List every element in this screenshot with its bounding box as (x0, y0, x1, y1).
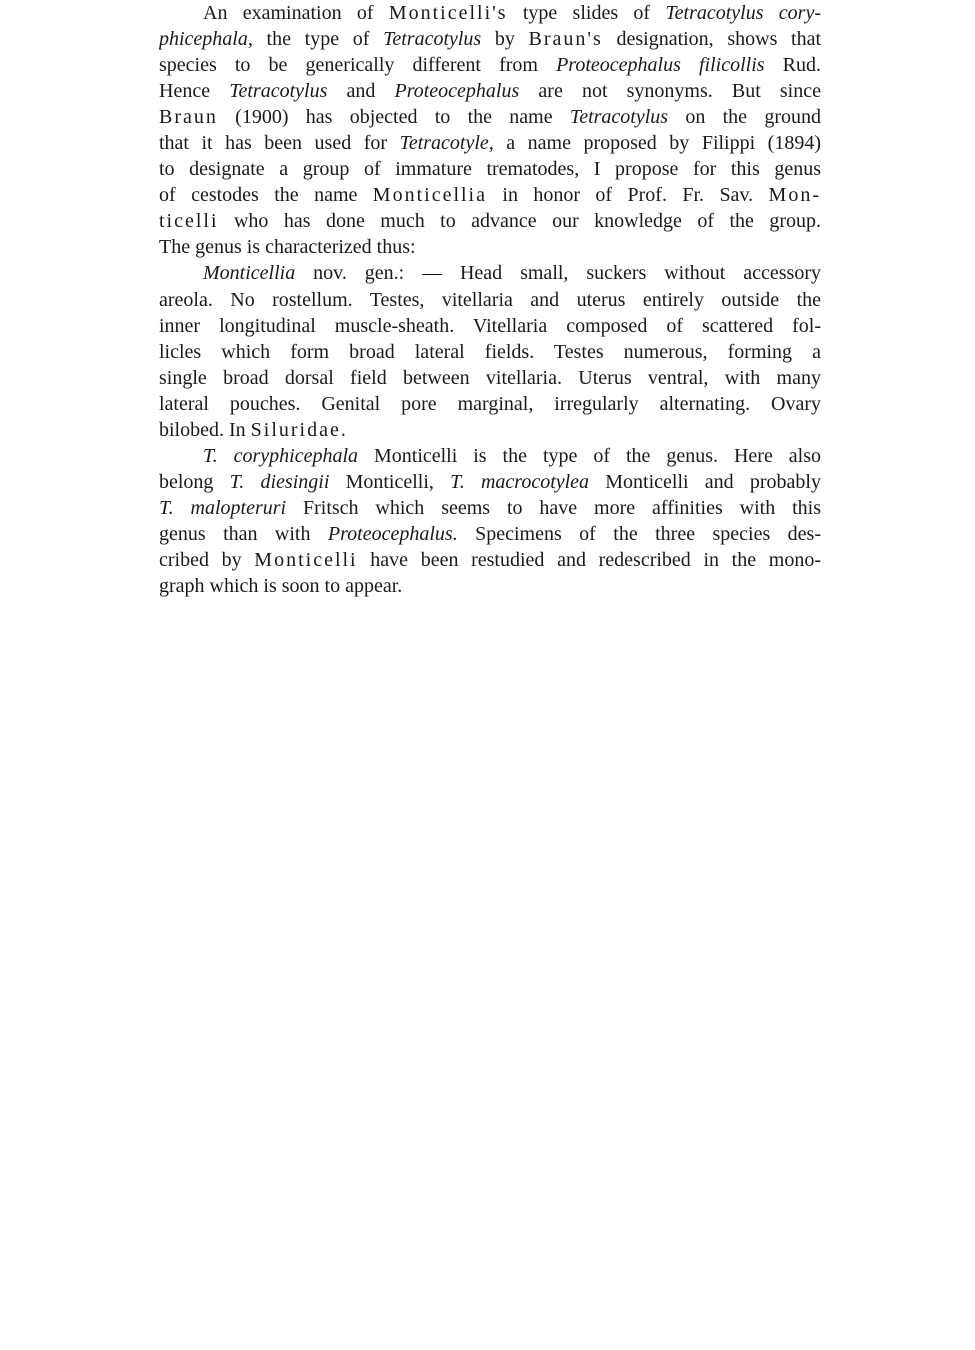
text-segment: Hence (159, 80, 230, 103)
text-line (159, 287, 821, 313)
text-segment: and (327, 80, 395, 103)
text-line (159, 573, 821, 599)
text-line (159, 365, 821, 391)
text-segment: who has done much to advance our knowledge of the group. (218, 210, 821, 233)
spaced-name: ticelli (159, 210, 219, 233)
text-segment: nov. gen.: — Head small, suckers without accessory (295, 262, 821, 285)
text-segment: Monticelli, (329, 470, 451, 493)
italic-text: Proteocephalus. (327, 522, 458, 545)
italic-text: Proteocephalus (394, 80, 520, 103)
text-line (159, 78, 821, 104)
text-segment: designation, shows that (602, 28, 821, 51)
italic-text: Monticellia (203, 262, 296, 285)
italic-text: T. coryphicephala (203, 444, 359, 467)
text-segment: An examination of (203, 2, 389, 24)
text-segment: genus than with (159, 522, 328, 545)
italic-text: Tetracotylus (229, 80, 328, 103)
text-line (159, 52, 821, 78)
text-line (159, 339, 821, 365)
text-line (159, 547, 821, 573)
text-segment: single broad dorsal field between vitellaria. Uterus ventral, with many (159, 366, 821, 389)
text-segment: type slides of (507, 2, 666, 24)
paragraph (159, 443, 821, 599)
text-line (159, 182, 821, 208)
text-segment: have been restudied and redescribed in the mono- (357, 548, 821, 571)
text-line (159, 234, 821, 260)
italic-text: T. diesingii (229, 470, 330, 493)
text-segment: Monticelli and probably (589, 470, 821, 493)
text-line (159, 495, 821, 521)
text-segment: by (481, 28, 529, 51)
italic-text: T. macrocotylea (450, 470, 590, 493)
text-segment: the type of (252, 28, 384, 51)
text-segment: in honor of Prof. Fr. Sav. (487, 184, 769, 207)
text-segment: are not synonyms. But since (519, 80, 821, 103)
text-line (159, 417, 821, 443)
text-line (159, 521, 821, 547)
text-segment: bilobed. In (159, 418, 251, 441)
text-segment: on the ground (668, 106, 821, 129)
text-line (159, 26, 821, 52)
text-segment: graph which is soon to appear. (159, 575, 403, 598)
text-line (159, 443, 821, 469)
paragraph (159, 0, 821, 260)
text-line (159, 260, 821, 286)
text-segment: Fritsch which seems to have more affinities with this (286, 496, 821, 519)
text-segment: The genus is characterized thus: (159, 236, 416, 259)
text-segment: a name proposed by Filippi (1894) (493, 132, 821, 155)
italic-text: Tetracotyle, (399, 132, 494, 155)
spaced-name: Monticelli (254, 548, 358, 571)
text-line (159, 104, 821, 130)
document-page (159, 0, 821, 599)
paragraph (159, 260, 821, 442)
italic-text: Tetracotylus (569, 106, 669, 129)
text-line (159, 156, 821, 182)
italic-text: T. malopteruri (159, 496, 287, 519)
text-line (159, 208, 821, 234)
text-segment: Specimens of the three species des- (457, 522, 821, 545)
text-segment: licles which form broad lateral fields. Testes numerous, forming a (159, 340, 821, 363)
italic-text: Tetracotylus (383, 28, 482, 51)
text-segment: (1900) has objected to the name (217, 106, 570, 129)
text-line (159, 130, 821, 156)
text-segment: species to be generically different from (159, 54, 557, 77)
text-segment: areola. No rostellum. Testes, vitellaria and uterus entirely outside the (159, 288, 821, 311)
spaced-name: Mon- (768, 184, 821, 207)
text-segment: cribed by (159, 548, 255, 571)
spaced-name: Monticellia (372, 184, 487, 207)
text-line (159, 469, 821, 495)
text-segment: belong (159, 470, 230, 493)
spaced-name: Monticelli's (388, 2, 508, 24)
italic-text: phicephala, (159, 28, 253, 51)
italic-text: Proteocephalus filicollis (556, 54, 765, 77)
text-line (159, 313, 821, 339)
text-segment: of cestodes the name (159, 184, 373, 207)
text-segment: lateral pouches. Genital pore marginal, irregularly alternating. Ovary (159, 392, 821, 415)
text-segment: Rud. (764, 54, 821, 77)
text-segment: Monticelli is the type of the genus. Here also (358, 444, 821, 467)
text-line (159, 391, 821, 417)
italic-text: Tetracotylus cory- (665, 2, 821, 24)
spaced-name: Siluridae. (250, 418, 348, 441)
text-segment: that it has been used for (159, 132, 400, 155)
text-segment: to designate a group of immature trematodes, I propose for this genus (159, 158, 821, 181)
text-segment: inner longitudinal muscle-sheath. Vitellaria composed of scattered fol- (159, 314, 821, 337)
text-line (159, 0, 821, 26)
spaced-name: Braun's (528, 28, 603, 51)
spaced-name: Braun (159, 106, 218, 129)
